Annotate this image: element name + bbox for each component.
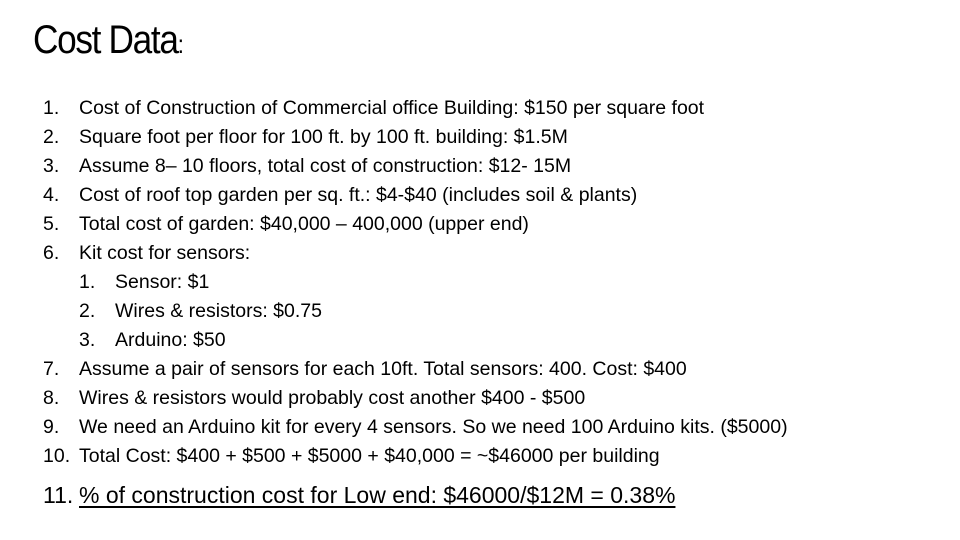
list-item-number: 4. [43, 184, 60, 206]
list-item-number: 9. [43, 416, 60, 438]
list-item-number: 3. [43, 155, 60, 177]
list-item-text: We need an Arduino kit for every 4 sensors. So we need 100 Arduino kits. ($5000) [79, 416, 788, 438]
list-item-text: Cost of Construction of Commercial office Building: $150 per square foot [79, 97, 705, 119]
sub-item-text: Arduino: $50 [115, 329, 226, 351]
list-item-number: 10. [43, 445, 71, 467]
list-item-text: Kit cost for sensors: [79, 242, 251, 264]
list-item-text: Assume 8– 10 floors, total cost of construction: $12- 15M [79, 155, 572, 177]
list-item-text: Total Cost: $400 + $500 + $5000 + $40,000 = ~$46000 per building [79, 445, 660, 467]
list-item-text: Assume a pair of sensors for each 10ft. Total sensors: 400. Cost: $400 [79, 358, 687, 380]
sub-item-number: 3. [79, 329, 96, 351]
list-item-number: 1. [43, 97, 60, 119]
list-item-text: Total cost of garden: $40,000 – 400,000 (upper end) [79, 213, 529, 235]
sub-item-number: 2. [79, 300, 96, 322]
list-item-number: 6. [43, 242, 60, 264]
list-item-number: 5. [43, 213, 60, 235]
list-item-number: 2. [43, 126, 60, 148]
list-item-text: Square foot per floor for 100 ft. by 100 ft. building: $1.5M [79, 126, 568, 148]
list-item-text: % of construction cost for Low end: $46000/$12M = 0.38% [79, 482, 676, 508]
title-text: Cost Data [33, 18, 178, 62]
list-item-number: 11. [43, 482, 74, 508]
list-item-text: Cost of roof top garden per sq. ft.: $4-$40 (includes soil & plants) [79, 184, 638, 206]
slide-title [33, 16, 184, 68]
title-colon: : [177, 29, 185, 59]
sub-item-text: Sensor: $1 [115, 271, 210, 293]
sub-item-text: Wires & resistors: $0.75 [115, 300, 322, 322]
sub-item-number: 1. [79, 271, 96, 293]
list-item-number: 7. [43, 358, 60, 380]
list-item-number: 8. [43, 387, 60, 409]
list-item-text: Wires & resistors would probably cost another $400 - $500 [79, 387, 586, 409]
